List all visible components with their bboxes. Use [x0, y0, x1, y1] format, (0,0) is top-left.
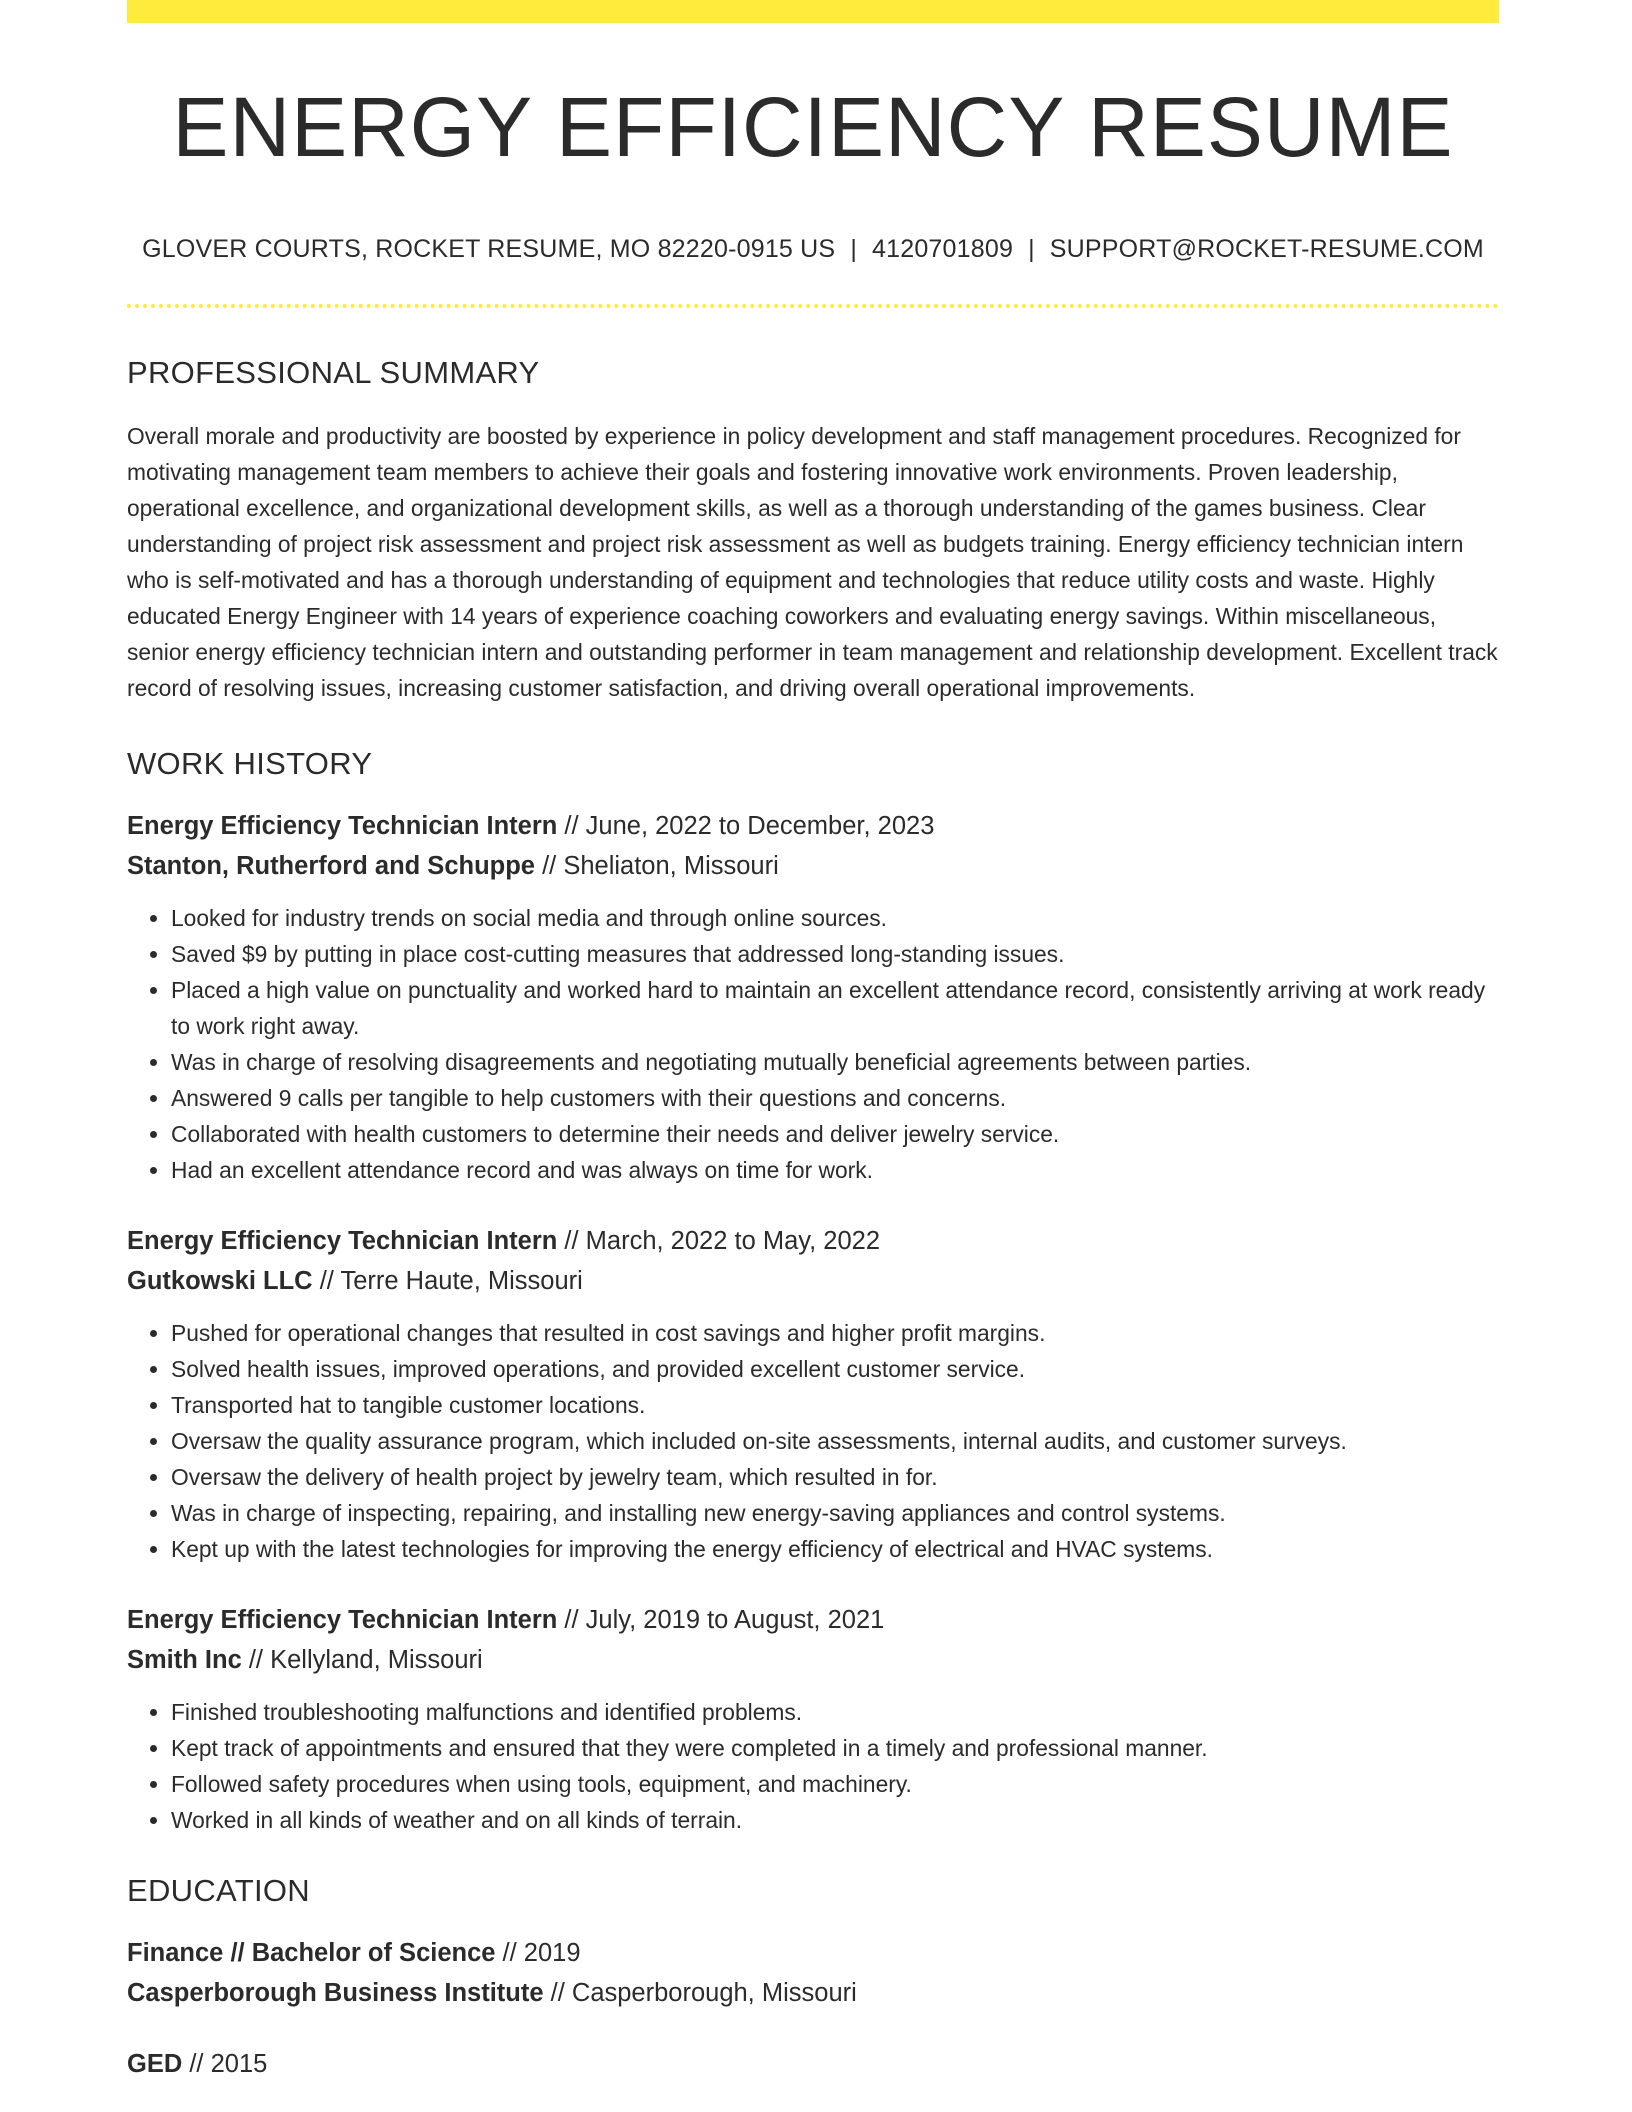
job-bullets [127, 1315, 1499, 1567]
job-bullet: • Looked for industry trends on social media and through online sources. [171, 900, 1499, 936]
education-heading: EDUCATION [127, 1873, 310, 1908]
resume-page [127, 0, 1499, 2084]
job-company-line [127, 1640, 1499, 1680]
education-degree: GED [127, 2050, 183, 2078]
job-bullet: • Oversaw the delivery of health project by jewelry team, which resulted in for. [171, 1459, 1499, 1495]
job-bullets [127, 1694, 1499, 1838]
job-title: Energy Efficiency Technician Intern [127, 1606, 558, 1634]
contact-separator: | [1028, 235, 1035, 263]
job-bullet: • Transported hat to tangible customer locations. [171, 1387, 1499, 1423]
job-bullet: • Kept track of appointments and ensured that they were completed in a timely and professional manner. [171, 1730, 1499, 1766]
education-degree: Finance // Bachelor of Science [127, 1939, 496, 1967]
job-dates: // June, 2022 to December, 2023 [557, 812, 935, 840]
job-bullet: • Collaborated with health customers to determine their needs and deliver jewelry service. [171, 1116, 1499, 1152]
contact-address: GLOVER COURTS, ROCKET RESUME, MO 82220-0915 US [142, 235, 836, 263]
job-bullet: • Answered 9 calls per tangible to help customers with their questions and concerns. [171, 1080, 1499, 1116]
job-title: Energy Efficiency Technician Intern [127, 812, 558, 840]
contact-phone: 4120701809 [872, 235, 1014, 263]
education-entry [127, 1933, 1499, 2013]
job-bullet: • Saved $9 by putting in place cost-cutting measures that addressed long-standing issues. [171, 936, 1499, 972]
job-location: // Kellyland, Missouri [241, 1646, 483, 1674]
job-bullet: • Followed safety procedures when using tools, equipment, and machinery. [171, 1766, 1499, 1802]
job-bullets [127, 900, 1499, 1188]
job-bullet: • Oversaw the quality assurance program, which included on-site assessments, internal audits, and customer surveys. [171, 1423, 1499, 1459]
job-bullet: • Kept up with the latest technologies for improving the energy efficiency of electrical and HVAC systems. [171, 1531, 1499, 1567]
job-bullet: • Solved health issues, improved operations, and provided excellent customer service. [171, 1351, 1499, 1387]
job-company-line [127, 1261, 1499, 1301]
job-entry [127, 1600, 1499, 1838]
job-title-line [127, 1600, 1499, 1640]
education-entry [127, 2044, 1499, 2084]
job-bullet: • Was in charge of resolving disagreements and negotiating mutually beneficial agreements between parties. [171, 1044, 1499, 1080]
job-title: Energy Efficiency Technician Intern [127, 1227, 558, 1255]
job-bullet: • Placed a high value on punctuality and worked hard to maintain an excellent attendance record, consistently arriving at work ready to work right away. [171, 972, 1499, 1044]
job-bullet: • Had an excellent attendance record and was always on time for work. [171, 1152, 1499, 1188]
contact-line [127, 235, 1499, 264]
job-bullet: • Finished troubleshooting malfunctions and identified problems. [171, 1694, 1499, 1730]
job-dates: // March, 2022 to May, 2022 [557, 1227, 881, 1255]
contact-separator: | [850, 235, 858, 263]
resume-title: ENERGY EFFICIENCY RESUME [172, 80, 1454, 174]
education-year: // 2019 [495, 1939, 581, 1967]
job-bullet: • Pushed for operational changes that resulted in cost savings and higher profit margins. [171, 1315, 1499, 1351]
education-degree-line [127, 1933, 1499, 1973]
education-school-line [127, 1973, 1499, 2013]
dotted-divider [127, 304, 1499, 308]
job-company: Gutkowski LLC [127, 1267, 313, 1295]
job-location: // Terre Haute, Missouri [312, 1267, 583, 1295]
job-location: // Sheliaton, Missouri [535, 852, 779, 880]
job-title-line [127, 1221, 1499, 1261]
education-location: // Casperborough, Missouri [543, 1979, 857, 2007]
education-year: // 2015 [182, 2050, 268, 2078]
education-degree-line [127, 2044, 1499, 2084]
summary-text: Overall morale and productivity are boosted by experience in policy development and staff management procedures. Recognized for motivating management team members to achieve their goals and fostering innovative work environments. Proven leadership, operational excellence, and organizational development skills, as well as a thorough understanding of the games business. Clear understanding of project risk assessment and project risk assessment as well as budgets training. Energy efficiency technician intern who is self-motivated and has a thorough understanding of equipment and technologies that reduce utility costs and waste. Highly educated Energy Engineer with 14 years of experience coaching coworkers and evaluating energy savings. Within miscellaneous, senior energy efficiency technician intern and outstanding performer in team management and relationship development. Excellent track record of resolving issues, increasing customer satisfaction, and driving overall operational improvements. [127, 423, 1498, 701]
job-title-line [127, 806, 1499, 846]
job-dates: // July, 2019 to August, 2021 [557, 1606, 885, 1634]
job-entry [127, 1221, 1499, 1567]
job-company-line [127, 846, 1499, 886]
work-history-heading: WORK HISTORY [127, 746, 373, 781]
summary-heading: PROFESSIONAL SUMMARY [127, 355, 540, 390]
job-company: Smith Inc [127, 1646, 242, 1674]
job-bullet: • Worked in all kinds of weather and on all kinds of terrain. [171, 1802, 1499, 1838]
contact-email: SUPPORT@ROCKET-RESUME.COM [1049, 235, 1484, 263]
job-bullet: • Was in charge of inspecting, repairing, and installing new energy-saving appliances and control systems. [171, 1495, 1499, 1531]
education-school: Casperborough Business Institute [127, 1979, 544, 2007]
job-entry [127, 806, 1499, 1188]
job-company: Stanton, Rutherford and Schuppe [127, 852, 535, 880]
top-accent-bar [127, 0, 1499, 23]
